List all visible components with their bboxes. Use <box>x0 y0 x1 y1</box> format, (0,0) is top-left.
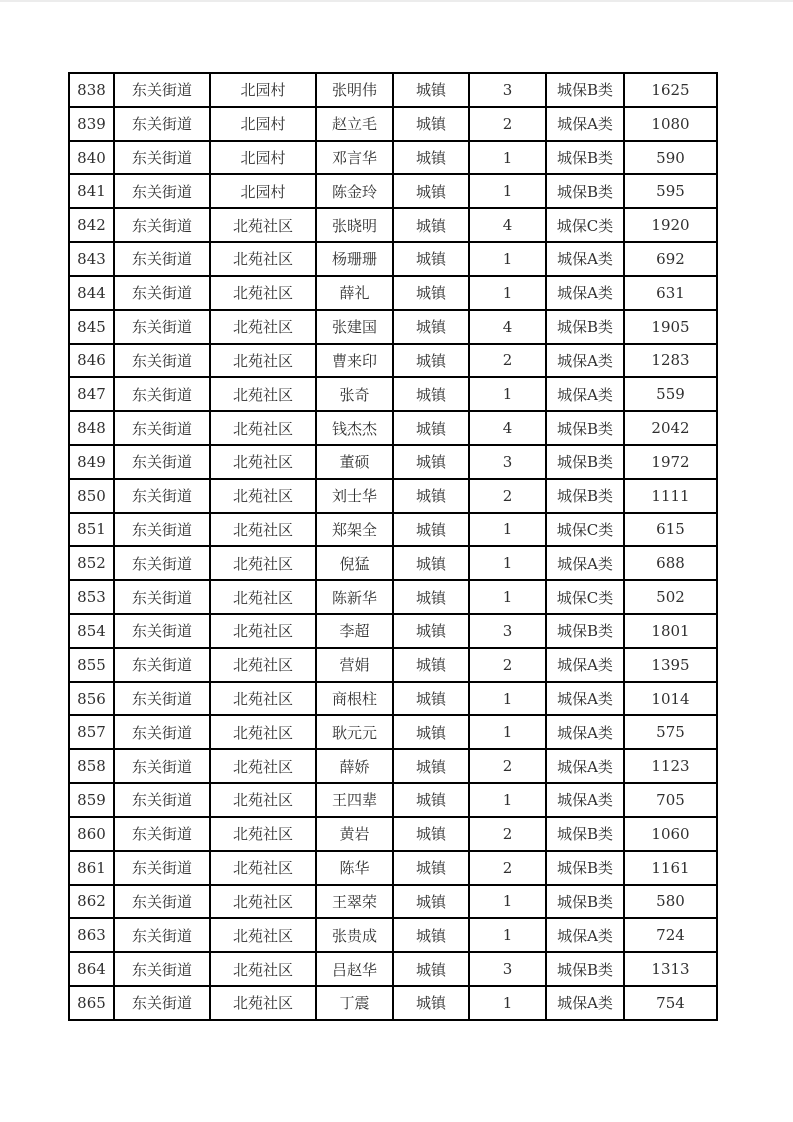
cell-household-type: 城镇 <box>393 141 469 175</box>
table-row <box>69 749 717 783</box>
cell-count: 3 <box>469 445 546 479</box>
cell-household-type: 城镇 <box>393 174 469 208</box>
cell-village: 北苑社区 <box>210 242 316 276</box>
cell-amount: 559 <box>624 377 717 411</box>
cell-count: 1 <box>469 174 546 208</box>
cell-household-type: 城镇 <box>393 682 469 716</box>
cell-person-name: 丁震 <box>316 986 393 1020</box>
cell-category: 城保B类 <box>546 851 624 885</box>
table-row <box>69 141 717 175</box>
cell-street: 东关街道 <box>114 885 210 919</box>
cell-street: 东关街道 <box>114 276 210 310</box>
cell-count: 1 <box>469 986 546 1020</box>
cell-count: 4 <box>469 208 546 242</box>
cell-serial-number: 847 <box>69 377 114 411</box>
cell-street: 东关街道 <box>114 107 210 141</box>
cell-village: 北苑社区 <box>210 580 316 614</box>
cell-street: 东关街道 <box>114 851 210 885</box>
cell-household-type: 城镇 <box>393 310 469 344</box>
cell-street: 东关街道 <box>114 513 210 547</box>
cell-street: 东关街道 <box>114 580 210 614</box>
cell-amount: 1123 <box>624 749 717 783</box>
cell-serial-number: 857 <box>69 715 114 749</box>
cell-village: 北苑社区 <box>210 208 316 242</box>
cell-person-name: 李超 <box>316 614 393 648</box>
cell-village: 北苑社区 <box>210 479 316 513</box>
cell-village: 北苑社区 <box>210 885 316 919</box>
cell-village: 北苑社区 <box>210 851 316 885</box>
cell-street: 东关街道 <box>114 986 210 1020</box>
cell-serial-number: 852 <box>69 546 114 580</box>
cell-village: 北苑社区 <box>210 918 316 952</box>
table-row <box>69 377 717 411</box>
cell-category: 城保A类 <box>546 546 624 580</box>
cell-serial-number: 855 <box>69 648 114 682</box>
cell-street: 东关街道 <box>114 242 210 276</box>
cell-village: 北苑社区 <box>210 546 316 580</box>
cell-street: 东关街道 <box>114 174 210 208</box>
cell-amount: 631 <box>624 276 717 310</box>
cell-count: 3 <box>469 614 546 648</box>
table-row <box>69 614 717 648</box>
cell-street: 东关街道 <box>114 411 210 445</box>
cell-amount: 1905 <box>624 310 717 344</box>
table-row <box>69 952 717 986</box>
cell-serial-number: 862 <box>69 885 114 919</box>
cell-household-type: 城镇 <box>393 783 469 817</box>
cell-street: 东关街道 <box>114 377 210 411</box>
cell-street: 东关街道 <box>114 783 210 817</box>
cell-person-name: 黄岩 <box>316 817 393 851</box>
cell-serial-number: 844 <box>69 276 114 310</box>
cell-amount: 2042 <box>624 411 717 445</box>
cell-street: 东关街道 <box>114 546 210 580</box>
cell-amount: 575 <box>624 715 717 749</box>
cell-category: 城保A类 <box>546 107 624 141</box>
table-row <box>69 208 717 242</box>
cell-person-name: 陈新华 <box>316 580 393 614</box>
cell-category: 城保A类 <box>546 783 624 817</box>
cell-household-type: 城镇 <box>393 73 469 107</box>
table-row <box>69 411 717 445</box>
cell-household-type: 城镇 <box>393 546 469 580</box>
cell-amount: 1111 <box>624 479 717 513</box>
cell-household-type: 城镇 <box>393 344 469 378</box>
cell-amount: 1920 <box>624 208 717 242</box>
cell-person-name: 钱杰杰 <box>316 411 393 445</box>
cell-person-name: 吕赵华 <box>316 952 393 986</box>
table-row <box>69 107 717 141</box>
cell-village: 北苑社区 <box>210 276 316 310</box>
cell-count: 1 <box>469 918 546 952</box>
cell-count: 1 <box>469 276 546 310</box>
cell-serial-number: 864 <box>69 952 114 986</box>
cell-count: 3 <box>469 952 546 986</box>
cell-person-name: 薛娇 <box>316 749 393 783</box>
cell-amount: 1060 <box>624 817 717 851</box>
cell-serial-number: 845 <box>69 310 114 344</box>
cell-street: 东关街道 <box>114 614 210 648</box>
cell-household-type: 城镇 <box>393 107 469 141</box>
cell-count: 1 <box>469 682 546 716</box>
cell-category: 城保A类 <box>546 715 624 749</box>
table-row <box>69 546 717 580</box>
cell-serial-number: 854 <box>69 614 114 648</box>
cell-household-type: 城镇 <box>393 715 469 749</box>
cell-amount: 502 <box>624 580 717 614</box>
cell-household-type: 城镇 <box>393 377 469 411</box>
cell-category: 城保C类 <box>546 208 624 242</box>
cell-serial-number: 840 <box>69 141 114 175</box>
cell-village: 北苑社区 <box>210 749 316 783</box>
cell-household-type: 城镇 <box>393 952 469 986</box>
cell-serial-number: 848 <box>69 411 114 445</box>
cell-amount: 1625 <box>624 73 717 107</box>
cell-household-type: 城镇 <box>393 614 469 648</box>
cell-village: 北苑社区 <box>210 513 316 547</box>
cell-person-name: 倪猛 <box>316 546 393 580</box>
cell-category: 城保A类 <box>546 276 624 310</box>
cell-category: 城保B类 <box>546 885 624 919</box>
table-row <box>69 276 717 310</box>
table-row <box>69 986 717 1020</box>
cell-amount: 1801 <box>624 614 717 648</box>
cell-street: 东关街道 <box>114 918 210 952</box>
cell-serial-number: 861 <box>69 851 114 885</box>
cell-serial-number: 858 <box>69 749 114 783</box>
cell-amount: 1161 <box>624 851 717 885</box>
cell-amount: 1972 <box>624 445 717 479</box>
cell-count: 2 <box>469 851 546 885</box>
cell-serial-number: 860 <box>69 817 114 851</box>
cell-household-type: 城镇 <box>393 513 469 547</box>
cell-person-name: 商根柱 <box>316 682 393 716</box>
cell-street: 东关街道 <box>114 682 210 716</box>
cell-person-name: 曹来印 <box>316 344 393 378</box>
cell-household-type: 城镇 <box>393 986 469 1020</box>
cell-person-name: 营娟 <box>316 648 393 682</box>
cell-amount: 692 <box>624 242 717 276</box>
table-row <box>69 817 717 851</box>
table-row <box>69 783 717 817</box>
cell-person-name: 张奇 <box>316 377 393 411</box>
cell-count: 2 <box>469 479 546 513</box>
cell-person-name: 杨珊珊 <box>316 242 393 276</box>
cell-count: 2 <box>469 648 546 682</box>
cell-count: 2 <box>469 344 546 378</box>
cell-street: 东关街道 <box>114 952 210 986</box>
cell-amount: 724 <box>624 918 717 952</box>
cell-person-name: 耿元元 <box>316 715 393 749</box>
cell-street: 东关街道 <box>114 817 210 851</box>
cell-village: 北园村 <box>210 174 316 208</box>
cell-household-type: 城镇 <box>393 918 469 952</box>
cell-count: 1 <box>469 141 546 175</box>
cell-amount: 1283 <box>624 344 717 378</box>
cell-person-name: 张贵成 <box>316 918 393 952</box>
cell-count: 1 <box>469 885 546 919</box>
cell-serial-number: 850 <box>69 479 114 513</box>
cell-person-name: 赵立毛 <box>316 107 393 141</box>
cell-village: 北苑社区 <box>210 445 316 479</box>
table-body <box>69 73 717 1020</box>
table-row <box>69 479 717 513</box>
cell-person-name: 陈金玲 <box>316 174 393 208</box>
cell-street: 东关街道 <box>114 715 210 749</box>
cell-village: 北园村 <box>210 141 316 175</box>
cell-count: 4 <box>469 411 546 445</box>
cell-street: 东关街道 <box>114 648 210 682</box>
cell-person-name: 张晓明 <box>316 208 393 242</box>
cell-person-name: 张建国 <box>316 310 393 344</box>
cell-street: 东关街道 <box>114 141 210 175</box>
cell-category: 城保B类 <box>546 310 624 344</box>
cell-street: 东关街道 <box>114 445 210 479</box>
table-row <box>69 73 717 107</box>
cell-category: 城保B类 <box>546 817 624 851</box>
cell-category: 城保B类 <box>546 479 624 513</box>
cell-amount: 1014 <box>624 682 717 716</box>
cell-category: 城保B类 <box>546 445 624 479</box>
cell-count: 1 <box>469 242 546 276</box>
cell-village: 北园村 <box>210 107 316 141</box>
table-row <box>69 682 717 716</box>
cell-amount: 580 <box>624 885 717 919</box>
cell-person-name: 邓言华 <box>316 141 393 175</box>
table-row <box>69 648 717 682</box>
table-row <box>69 242 717 276</box>
cell-household-type: 城镇 <box>393 580 469 614</box>
table-row <box>69 310 717 344</box>
cell-category: 城保C类 <box>546 580 624 614</box>
cell-village: 北苑社区 <box>210 411 316 445</box>
cell-household-type: 城镇 <box>393 817 469 851</box>
cell-street: 东关街道 <box>114 479 210 513</box>
cell-category: 城保B类 <box>546 73 624 107</box>
cell-household-type: 城镇 <box>393 851 469 885</box>
cell-street: 东关街道 <box>114 344 210 378</box>
cell-village: 北苑社区 <box>210 817 316 851</box>
cell-count: 2 <box>469 749 546 783</box>
cell-serial-number: 842 <box>69 208 114 242</box>
cell-category: 城保B类 <box>546 174 624 208</box>
cell-serial-number: 856 <box>69 682 114 716</box>
cell-category: 城保B类 <box>546 952 624 986</box>
table-row <box>69 580 717 614</box>
table-row <box>69 513 717 547</box>
cell-person-name: 董硕 <box>316 445 393 479</box>
cell-count: 1 <box>469 580 546 614</box>
cell-person-name: 王翠荣 <box>316 885 393 919</box>
cell-amount: 1313 <box>624 952 717 986</box>
cell-amount: 705 <box>624 783 717 817</box>
cell-count: 1 <box>469 715 546 749</box>
cell-household-type: 城镇 <box>393 479 469 513</box>
cell-street: 东关街道 <box>114 310 210 344</box>
cell-count: 1 <box>469 377 546 411</box>
benefits-table <box>68 72 718 1021</box>
cell-serial-number: 853 <box>69 580 114 614</box>
cell-amount: 615 <box>624 513 717 547</box>
cell-count: 2 <box>469 107 546 141</box>
page-top-edge-divider <box>0 0 793 2</box>
cell-village: 北苑社区 <box>210 310 316 344</box>
cell-household-type: 城镇 <box>393 411 469 445</box>
cell-serial-number: 865 <box>69 986 114 1020</box>
cell-village: 北苑社区 <box>210 614 316 648</box>
cell-count: 3 <box>469 73 546 107</box>
cell-household-type: 城镇 <box>393 208 469 242</box>
cell-count: 4 <box>469 310 546 344</box>
cell-village: 北苑社区 <box>210 648 316 682</box>
cell-person-name: 陈华 <box>316 851 393 885</box>
cell-amount: 590 <box>624 141 717 175</box>
cell-count: 1 <box>469 546 546 580</box>
table-row <box>69 715 717 749</box>
cell-amount: 688 <box>624 546 717 580</box>
cell-village: 北苑社区 <box>210 377 316 411</box>
cell-amount: 1080 <box>624 107 717 141</box>
cell-street: 东关街道 <box>114 749 210 783</box>
cell-person-name: 薛礼 <box>316 276 393 310</box>
cell-serial-number: 849 <box>69 445 114 479</box>
cell-category: 城保A类 <box>546 344 624 378</box>
cell-serial-number: 863 <box>69 918 114 952</box>
cell-household-type: 城镇 <box>393 885 469 919</box>
cell-category: 城保C类 <box>546 513 624 547</box>
cell-serial-number: 846 <box>69 344 114 378</box>
cell-serial-number: 839 <box>69 107 114 141</box>
cell-serial-number: 851 <box>69 513 114 547</box>
table-row <box>69 918 717 952</box>
cell-village: 北园村 <box>210 73 316 107</box>
cell-person-name: 刘士华 <box>316 479 393 513</box>
cell-village: 北苑社区 <box>210 952 316 986</box>
cell-household-type: 城镇 <box>393 276 469 310</box>
cell-person-name: 王四辈 <box>316 783 393 817</box>
cell-village: 北苑社区 <box>210 682 316 716</box>
cell-category: 城保A类 <box>546 242 624 276</box>
cell-household-type: 城镇 <box>393 445 469 479</box>
cell-household-type: 城镇 <box>393 242 469 276</box>
cell-village: 北苑社区 <box>210 344 316 378</box>
cell-village: 北苑社区 <box>210 715 316 749</box>
cell-person-name: 郑架全 <box>316 513 393 547</box>
table-row <box>69 344 717 378</box>
table-row <box>69 851 717 885</box>
cell-amount: 754 <box>624 986 717 1020</box>
cell-category: 城保B类 <box>546 411 624 445</box>
cell-count: 2 <box>469 817 546 851</box>
cell-street: 东关街道 <box>114 208 210 242</box>
cell-category: 城保A类 <box>546 986 624 1020</box>
cell-category: 城保A类 <box>546 648 624 682</box>
table-row <box>69 174 717 208</box>
cell-serial-number: 841 <box>69 174 114 208</box>
cell-category: 城保B类 <box>546 614 624 648</box>
cell-category: 城保B类 <box>546 141 624 175</box>
cell-serial-number: 838 <box>69 73 114 107</box>
cell-village: 北苑社区 <box>210 986 316 1020</box>
cell-amount: 1395 <box>624 648 717 682</box>
cell-category: 城保A类 <box>546 377 624 411</box>
cell-category: 城保A类 <box>546 682 624 716</box>
table-row <box>69 445 717 479</box>
cell-household-type: 城镇 <box>393 749 469 783</box>
cell-count: 1 <box>469 783 546 817</box>
cell-serial-number: 843 <box>69 242 114 276</box>
cell-category: 城保A类 <box>546 749 624 783</box>
cell-household-type: 城镇 <box>393 648 469 682</box>
cell-count: 1 <box>469 513 546 547</box>
cell-person-name: 张明伟 <box>316 73 393 107</box>
cell-village: 北苑社区 <box>210 783 316 817</box>
cell-serial-number: 859 <box>69 783 114 817</box>
cell-category: 城保A类 <box>546 918 624 952</box>
table-row <box>69 885 717 919</box>
cell-amount: 595 <box>624 174 717 208</box>
cell-street: 东关街道 <box>114 73 210 107</box>
